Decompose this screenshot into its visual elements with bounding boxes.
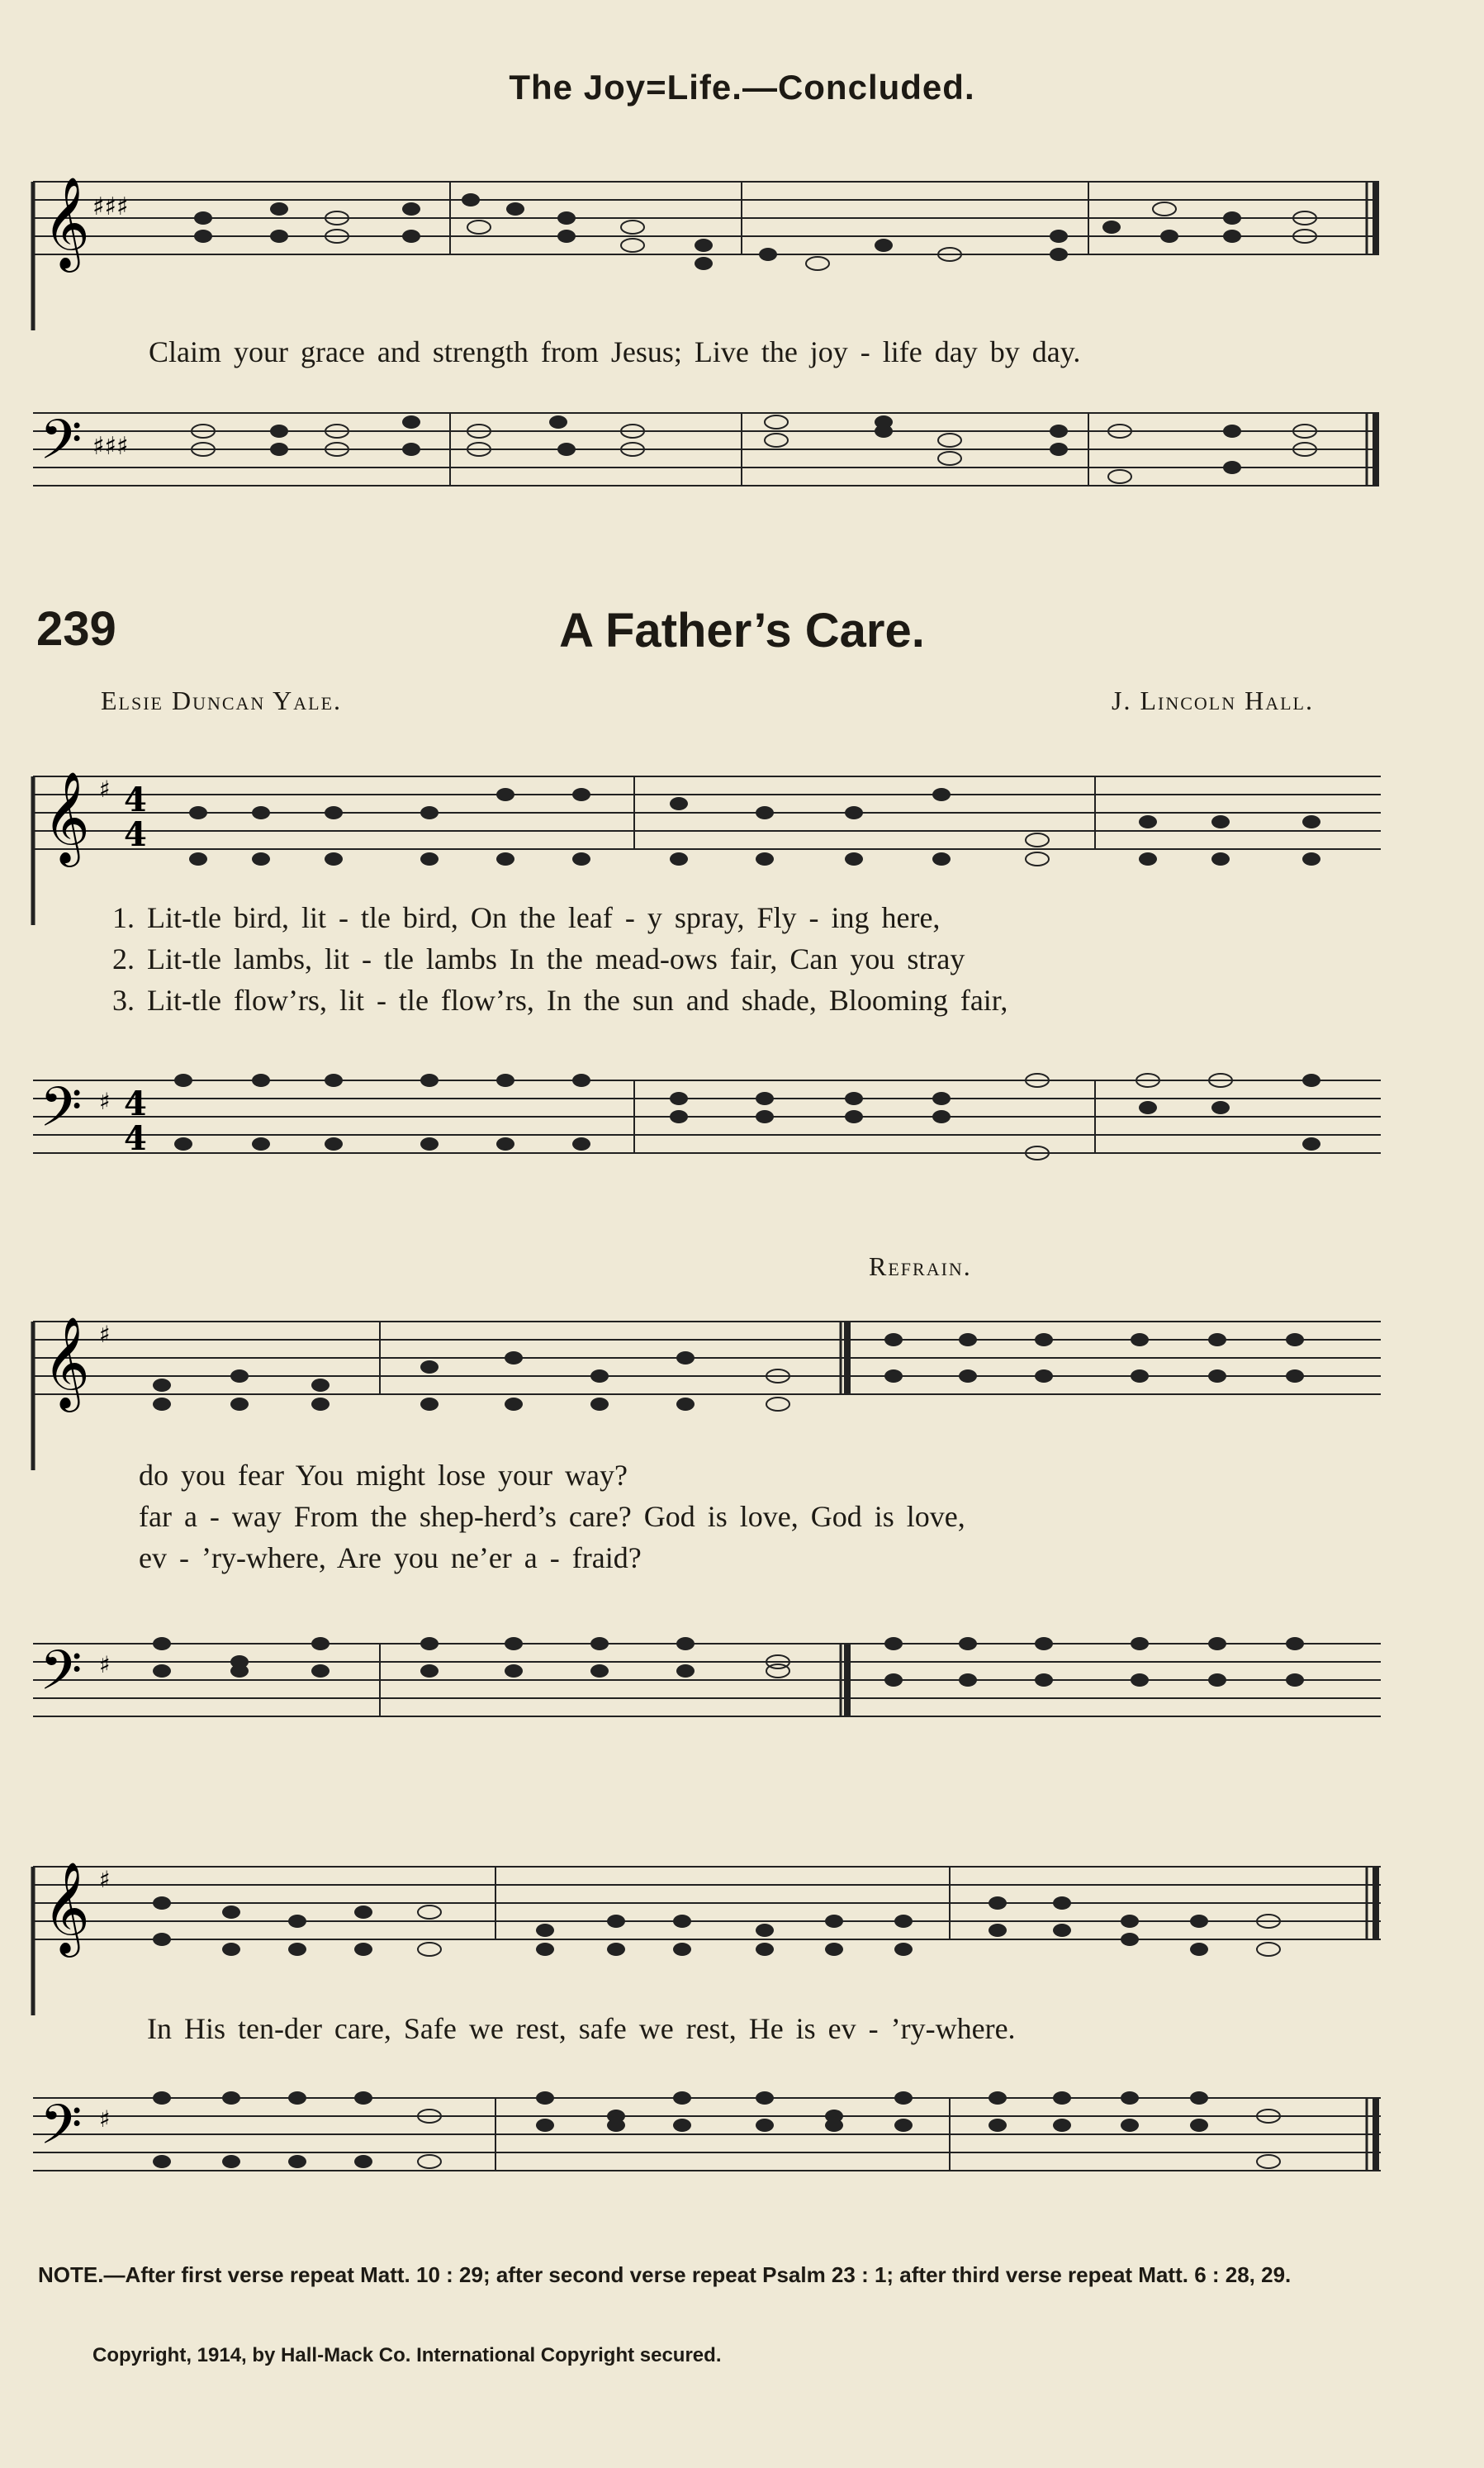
copyright-notice: Copyright, 1914, by Hall-Mack Co. International Copyright secured. xyxy=(92,2344,722,2366)
system3-treble-staff xyxy=(0,1850,1484,2015)
svg-text:4: 4 xyxy=(124,781,147,819)
system-3 xyxy=(0,1834,1484,2230)
refrain-verse-2-line: far a - way From the shep-herd’s care? God is love, God is love, xyxy=(139,1500,965,1533)
system-2 xyxy=(0,1289,1484,1751)
hymn-title: A Father’s Care. xyxy=(559,604,925,657)
svg-text:♯: ♯ xyxy=(99,2105,111,2133)
prev-hymn-lyric: Claim your grace and strength from Jesus; Live the joy - life day by day. xyxy=(149,335,1081,368)
svg-text:4: 4 xyxy=(124,815,147,854)
svg-text:♯: ♯ xyxy=(99,1651,111,1678)
hymn-number: 239 xyxy=(36,602,116,656)
refrain-label: Refrain. xyxy=(869,1251,972,1281)
system2-treble-staff xyxy=(0,1305,1484,1470)
svg-text:𝄢: 𝄢 xyxy=(40,1639,83,1716)
prev-treble-staff xyxy=(0,165,1484,330)
system1-bass-staff xyxy=(0,1064,1484,1229)
refrain-lyric-line: In His ten-der care, Safe we rest, safe we rest, He is ev - ’ry-where. xyxy=(147,2012,1016,2045)
svg-text:♯♯♯: ♯♯♯ xyxy=(92,192,129,221)
svg-text:𝄢: 𝄢 xyxy=(40,1075,83,1152)
verse-1-line: 1. Lit-tle bird, lit - tle bird, On the leaf - y spray, Fly - ing here, xyxy=(112,901,941,934)
refrain-verse-3-line: ev - ’ry-where, Are you ne’er a - fraid? xyxy=(139,1541,642,1574)
svg-text:𝄢: 𝄢 xyxy=(40,2093,83,2170)
svg-text:♯: ♯ xyxy=(99,1866,111,1893)
prev-bass-staff xyxy=(0,396,1484,562)
svg-text:𝄞: 𝄞 xyxy=(43,1861,90,1953)
svg-text:♯: ♯ xyxy=(99,1088,111,1115)
svg-text:𝄞: 𝄞 xyxy=(43,176,90,268)
system3-bass-staff xyxy=(0,2081,1484,2247)
running-head: The Joy=Life.—Concluded. xyxy=(509,68,975,107)
verse-3-line: 3. Lit-tle flow’rs, lit - tle flow’rs, In the sun and shade, Blooming fair, xyxy=(112,984,1008,1017)
svg-text:𝄞: 𝄞 xyxy=(43,1316,90,1408)
refrain-verse-1-line: do you fear You might lose your way? xyxy=(139,1459,628,1492)
svg-text:4: 4 xyxy=(124,1084,147,1123)
music-credit: J. Lincoln Hall. xyxy=(1112,686,1314,715)
prev-hymn-system xyxy=(0,132,1484,578)
words-credit: Elsie Duncan Yale. xyxy=(101,686,343,715)
svg-text:♯♯♯: ♯♯♯ xyxy=(92,432,129,461)
svg-text:♯: ♯ xyxy=(99,1321,111,1348)
svg-text:𝄞: 𝄞 xyxy=(43,771,90,863)
footnote: NOTE.—After first verse repeat Matt. 10 : 29; after second verse repeat Psalm 23 : 1; after third verse repeat Matt. 6 : 28, 29. xyxy=(38,2262,1292,2287)
svg-text:𝄢: 𝄢 xyxy=(40,408,83,485)
svg-text:4: 4 xyxy=(124,1119,147,1158)
svg-text:♯: ♯ xyxy=(99,776,111,803)
system2-bass-staff xyxy=(0,1627,1484,1792)
system-1 xyxy=(0,743,1484,1206)
verse-2-line: 2. Lit-tle lambs, lit - tle lambs In the mead-ows fair, Can you stray xyxy=(112,942,965,975)
